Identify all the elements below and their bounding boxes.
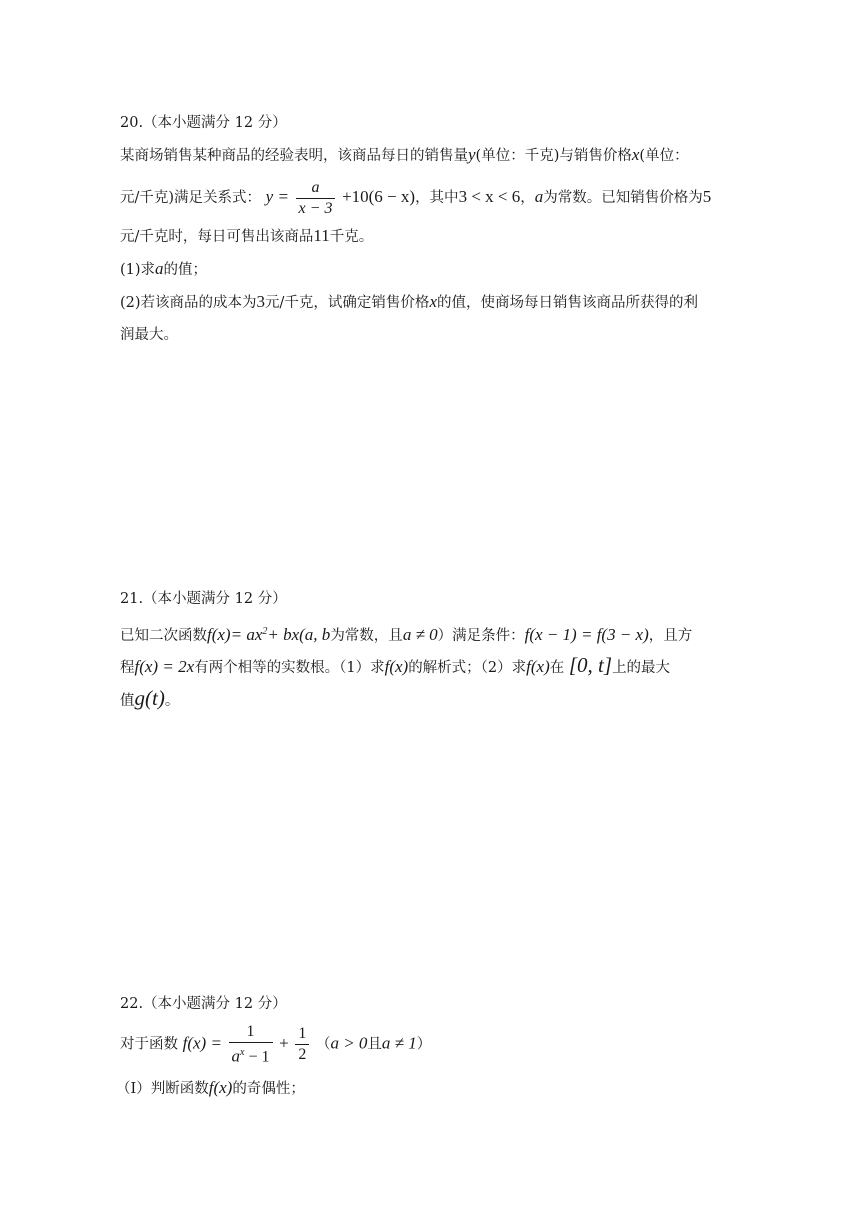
math-equation: f(x) = 2x	[134, 657, 195, 676]
math-range: 3 < x < 6	[458, 187, 521, 206]
math-eq-rhs: +10(6 − x)	[342, 187, 416, 206]
math-a: a	[534, 187, 544, 206]
q20-text: 为常数。已知销售价格为	[543, 190, 703, 206]
math-fx: f(x)	[384, 657, 409, 676]
q20-text: 元/千克)满足关系式：	[120, 190, 262, 206]
math-square: 2	[262, 626, 268, 637]
math-eleven: 11	[313, 226, 330, 245]
fraction-denominator	[229, 1043, 273, 1067]
q20-part-2-cont: 润最大。	[120, 327, 178, 343]
q20-line-3	[120, 226, 373, 247]
q21-text: 的解析式；（2）求	[408, 660, 527, 676]
q21-text: 为常数，且	[330, 627, 403, 644]
q20-text: (1)求	[120, 262, 156, 278]
fraction-numerator: 1	[295, 1024, 309, 1045]
q20-text: 的值，使商场每日销售该商品所获得的利	[436, 295, 698, 311]
fraction-denominator: x − 3	[298, 199, 333, 217]
math-three: 3	[256, 292, 266, 311]
math-fx: f(x)	[207, 624, 231, 644]
q20-part-2	[120, 292, 698, 313]
math-gt: g(t)	[134, 686, 165, 710]
math-interval: [0, t]	[568, 653, 613, 677]
fraction-numerator: a	[296, 178, 336, 199]
q21-text: 已知二次函数	[120, 627, 207, 644]
q20-line-2	[120, 176, 711, 219]
math-condition: a ≠ 1	[381, 1033, 417, 1053]
math-eq-lhs: y =	[265, 187, 289, 206]
q21-line-1	[120, 622, 692, 646]
math-exponent: x	[240, 1047, 245, 1058]
q20-text: 千克。	[329, 229, 374, 245]
math-x: x	[429, 292, 437, 311]
math-fraction	[296, 178, 336, 219]
q20-text: (单位：	[639, 148, 689, 164]
q20-text: ，其中	[415, 190, 459, 206]
q21-text: ，且方	[648, 627, 693, 644]
q22-text: （Ⅰ）判断函数	[116, 1081, 209, 1097]
math-a-neq: a ≠ 0	[402, 624, 438, 644]
q20-line-1	[120, 145, 689, 166]
math-condition: f(x − 1) = f(3 − x)	[524, 624, 649, 644]
q21-text: 有两个相等的实数根。（1）求	[194, 660, 385, 676]
math-plus: +	[279, 1033, 289, 1053]
q21-text: 程	[120, 660, 135, 676]
q21-line-3	[120, 688, 179, 711]
q22-line-1	[120, 1022, 431, 1067]
q21-text: 。	[164, 693, 180, 709]
q21-title: 21.（本小题满分 12 分）	[120, 591, 287, 607]
q21-text: ）满足条件：	[437, 627, 525, 644]
math-fx-eq: f(x) =	[182, 1033, 222, 1053]
math-eq: + bx(a, b	[267, 624, 331, 644]
math-x: x	[631, 145, 640, 164]
math-fraction	[229, 1022, 273, 1067]
q22-text: 且	[367, 1036, 382, 1053]
q20-text: (单位：千克)与销售价格	[475, 148, 632, 164]
math-minus-one: − 1	[244, 1048, 270, 1066]
math-a: a	[155, 259, 164, 278]
q20-text: 的值；	[163, 262, 208, 278]
q21-line-2	[120, 655, 670, 678]
q20-text: (2)若该商品的成本为	[120, 295, 257, 311]
q22-text: （	[315, 1036, 331, 1053]
math-fraction	[295, 1024, 309, 1065]
q22-text: 的奇偶性；	[232, 1081, 305, 1097]
fraction-numerator: 1	[229, 1022, 273, 1043]
q20-title: 20.（本小题满分 12 分）	[120, 115, 287, 131]
fraction-denominator: 2	[298, 1046, 307, 1064]
q20-text: 元/千克时，每日可售出该商品	[120, 229, 314, 245]
q20-part-1	[120, 259, 207, 280]
q22-text: 对于函数	[120, 1036, 178, 1053]
q22-title: 22.（本小题满分 12 分）	[120, 996, 287, 1012]
q20-text: 某商场销售某种商品的经验表明，该商品每日的销售量	[120, 148, 468, 164]
math-fx: f(x)	[208, 1078, 233, 1097]
q20-text: 元/千克，试确定销售价格	[265, 295, 430, 311]
math-eq: = ax	[230, 624, 263, 644]
math-condition: a > 0	[330, 1033, 368, 1053]
q22-part-1	[116, 1078, 305, 1099]
math-five: 5	[702, 187, 712, 206]
q21-text: 值	[120, 693, 135, 709]
q21-text: 上的最大	[612, 660, 671, 676]
q20-text: ，	[520, 190, 535, 206]
q21-text: 在	[549, 660, 565, 676]
q22-text: ）	[416, 1036, 432, 1053]
math-y: y	[468, 145, 476, 164]
math-fx: f(x)	[526, 657, 550, 676]
math-base: a	[231, 1046, 241, 1066]
